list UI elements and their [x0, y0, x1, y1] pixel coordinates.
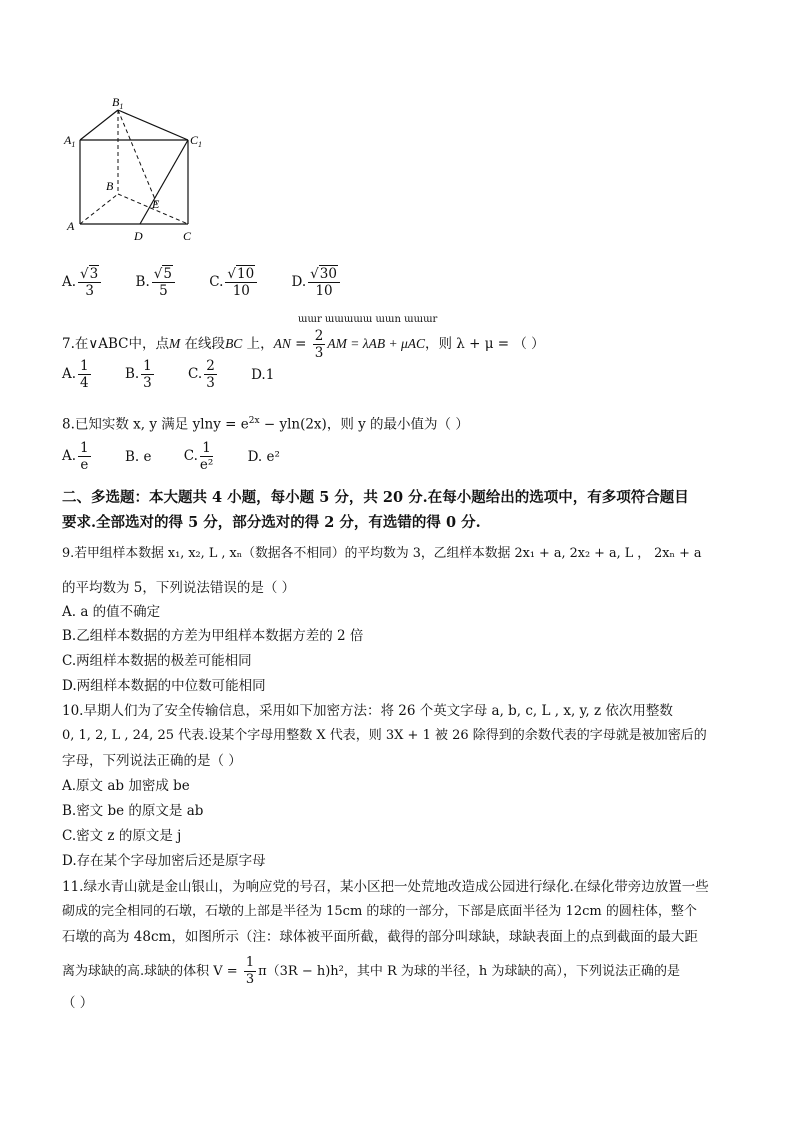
q7-question: 7.在∨ABC中，点M 在线段BC 上，AN = $\frac{2}{3}$ AM = λAB + μAC，则 λ + μ = （ ） [62, 328, 545, 361]
q11-line1: 11.绿水青山就是金山银山，为响应党的号召，某小区把一处荒地改造成公园进行绿化.在绿化带旁边放置一些 [62, 879, 709, 895]
label-b1: $B_1$ [112, 95, 124, 111]
q9-option-a[interactable]: A. a 的值不确定 [62, 604, 161, 620]
q10-option-d[interactable]: D.存在某个字母加密后还是原字母 [62, 853, 266, 869]
q6-options [62, 266, 370, 299]
label-c: C [183, 229, 192, 243]
q8-option-d[interactable]: D. e² [247, 448, 280, 465]
q7-options [62, 358, 302, 391]
q7-option-b[interactable]: B. $\frac{1}{3}$ [124, 358, 152, 391]
q9-line2: 的平均数为 5，下列说法错误的是（ ） [62, 580, 296, 596]
edge-b1-c1 [118, 110, 188, 140]
q9-line1: 9.若甲组样本数据 x₁, x₂, L , xₙ（数据各不相同）的平均数为 3，乙组样本数据 2x₁ + a, 2x₂ + a, L ， 2xₙ + a [62, 546, 702, 561]
q8-options [62, 440, 308, 473]
edge-d-c1 [140, 140, 188, 224]
q10-line2: 0, 1, 2, L , 24, 25 代表.设某个字母用整数 X 代表，则 3X + 1 被 26 除得到的余数代表的字母就是被加密后的 [62, 728, 707, 743]
q9-option-c[interactable]: C.两组样本数据的极差可能相同 [62, 653, 252, 669]
q10-option-c[interactable]: C.密文 z 的原文是 j [62, 828, 182, 844]
label-e: E [152, 197, 160, 211]
section2-heading-line2: 要求.全部选对的得 5 分，部分选对的得 2 分，有选错的得 0 分. [62, 514, 481, 531]
q11-line2: 砌成的完全相同的石墩，石墩的上部是半径为 15cm 的球的一部分，下部是底面半径为 12cm 的圆柱体，整个 [62, 904, 697, 919]
q11-line5: （ ） [62, 995, 94, 1011]
q7-option-d[interactable]: D.1 [251, 366, 275, 383]
q8-option-c[interactable]: C. $\frac{1}{\text{e²}}$ [183, 440, 214, 473]
q7-vector-marks: ɯɯr ɯɯɯɯɯ ɯɯn ɯɯɯr [298, 314, 438, 325]
q10-option-b[interactable]: B.密文 be 的原文是 ab [62, 803, 204, 819]
q11-line3: 石墩的高为 48cm，如图所示（注：球体被平面所截，截得的部分叫球缺，球缺表面上的点到截面的最大距 [62, 929, 698, 945]
q11-line4: 离为球缺的高.球缺的体积 V = $\frac{1}{3}$ π（3R − h)h²，其中 R 为球的半径，h 为球缺的高），下列说法正确的是 [62, 955, 680, 987]
label-b: B [106, 179, 114, 193]
edge-a1-b1 [80, 110, 118, 140]
q7-option-c[interactable]: C. $\frac{2}{3}$ [188, 358, 215, 391]
label-c1: $C_1$ [190, 133, 203, 149]
label-a1: $A_1$ [64, 133, 76, 149]
q10-line3: 字母，下列说法正确的是（ ） [62, 753, 242, 769]
label-d: D [134, 229, 143, 243]
prism-figure [60, 90, 220, 245]
label-a: A [67, 219, 75, 233]
hidden-edge-a-b [80, 194, 118, 224]
q9-option-b[interactable]: B.乙组样本数据的方差为甲组样本数据方差的 2 倍 [62, 628, 364, 644]
q7-option-a[interactable]: A. $\frac{1}{4}$ [62, 358, 89, 391]
q6-option-d[interactable]: D. $\frac{√30}{10}$ [292, 266, 342, 299]
q6-option-a[interactable]: A. $\frac{√3}{3}$ [62, 266, 103, 299]
q9-option-d[interactable]: D.两组样本数据的中位数可能相同 [62, 678, 266, 694]
q6-option-c[interactable]: C. $\frac{√10}{10}$ [209, 266, 259, 299]
q8-option-b[interactable]: B. e [124, 448, 152, 465]
q6-option-b[interactable]: B. $\frac{√5}{5}$ [136, 266, 177, 299]
q10-option-a[interactable]: A.原文 ab 加密成 be [62, 778, 190, 794]
section2-heading-line1: 二、多选题：本大题共 4 小题，每小题 5 分，共 20 分.在每小题给出的选项中，有多项符合题目 [62, 489, 689, 506]
q8-question: 8.已知实数 x, y 满足 $ylny = e^{2x} - yln(2x)$，则 y 的最小值为（ ） [62, 416, 469, 433]
q10-line1: 10.早期人们为了安全传输信息，采用如下加密方法：将 26 个英文字母 a, b, c, L , x, y, z 依次用整数 [62, 703, 673, 719]
q8-option-a[interactable]: A. $\frac{1}{e}$ [62, 440, 89, 473]
